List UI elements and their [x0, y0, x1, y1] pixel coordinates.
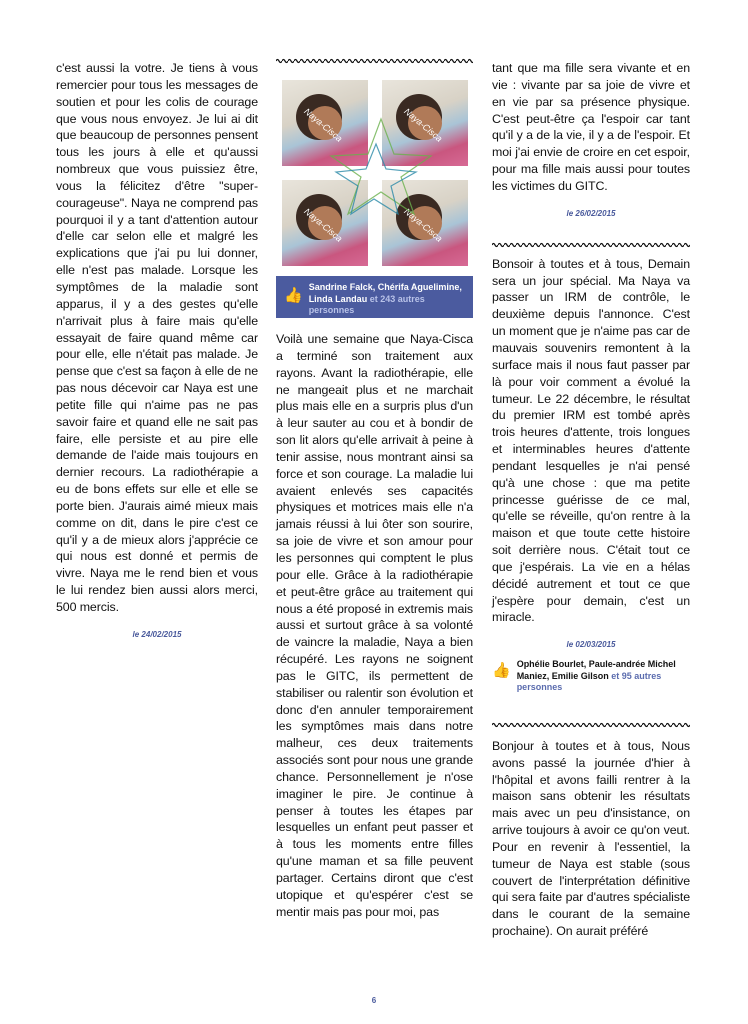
- likes-box: [276, 276, 473, 318]
- wavy-divider: [492, 242, 690, 248]
- column-2: [276, 58, 473, 921]
- article-text: c'est aussi la votre. Je tiens à vous remercier pour tous les messages de soutien et pour les colis de courage que vous nous envoyez. Je lui ai dit que beaucoup de personnes pensent tous les jours à elle et qu'aussi nombreux que vous puissiez être, vous la félicitez d'être "super-courageuse". Naya ne comprend pas pourquoi il y a tant d'attention autour d'elle car selon elle et malgré les explications que j'ai pu lui donner, elle n'est pas malade. Lorsque les symptômes de la maladie sont apparus, il y a des gestes qu'elle n'arrivait plus à faire mais qu'elle essayait de faire quand même car pour elle, elle n'était pas malade. Je pense que c'est sa façon à elle de ne pas nous décevoir car Naya est une petite fille qui n'aime pas ne pas savoir faire et quand elle ne sait pas faire, elle persiste et au pire elle demande de l'aide mais toujours en dernier recours. La radiothérapie a eu de bons effets sur elle et elle se porte bien. J'aurais aimé mieux mais comme on dit, dans le pire c'est ce qu'il y a de mieux alors j'apprécie ce qui nous est donné et permis de vivre. Naya me le rend bien et vous le lui rendez bien aussi alors merci, 500 mercis.: [56, 61, 258, 614]
- likes-box: [492, 659, 690, 694]
- thumbs-up-icon[interactable]: 👍: [284, 287, 303, 304]
- wavy-divider: [492, 722, 690, 728]
- star-doodle-icon: [326, 114, 436, 224]
- likes-text: Ophélie Bourlet, Paule-andrée Michel Maniez, Emilie Gilson et 95 autres personnes: [516, 659, 676, 693]
- post-date: le 02/03/2015: [566, 640, 616, 650]
- column-1: [56, 60, 258, 639]
- photo: Naya-Cisca: [282, 180, 368, 266]
- thumbs-up-icon[interactable]: 👍: [492, 662, 511, 680]
- page-number: 6: [371, 996, 377, 1005]
- photo: Naya-Cisca: [382, 80, 468, 166]
- likes-text: Sandrine Falck, Chérifa Aguelimine, Linda Landau et 243 autres personnes: [308, 282, 462, 315]
- post-date: le 26/02/2015: [566, 208, 616, 218]
- article-text: Bonjour à toutes et à tous, Nous avons passé la journée d'hier à l'hôpital et avons failli rentrer à la maison sans obtenir les résultats mais avec un peu d'insistance, on arrive toujours à avoir ce qu'on veut. Pour en revenir à l'essentiel, la tumeur de Naya est stable (sous couvert de l'interprétation définitive qui sera faite par d'autres spécialiste dans le courant de la semaine prochaine). On aurait préféré: [492, 738, 690, 939]
- photo: Naya-Cisca: [382, 180, 468, 266]
- photo: Naya-Cisca: [282, 80, 368, 166]
- article-text: tant que ma fille sera vivante et en vie : vivante par sa joie de vivre et en vie par sa présence physique. C'est peut-être ça l'espoir car tant qu'il y a de la vie, il y a de l'espoir. Et moi j'ai envie de croire en cet espoir, pour ma fille mais aussi pour toutes les victimes du GITC.: [492, 61, 690, 193]
- article-text: Bonsoir à toutes et à tous, Demain sera un jour spécial. Ma Naya va passer un IRM de contrôle, le deuxième depuis l'annonce. C'est un moment que je n'aime pas car de mauvais souvenirs remontent à la surface mais il nous faut passer par là pour voir comment a évolué la tumeur. Le 22 décembre, le résultat du premier IRM est tombé après trois heures d'attente, trois longues et interminables heures d'attente pendant lesquelles je n'ai pensé qu'à une chose : que ma petite princesse guérisse de ce mal, qu'elle se réveille, qu'on rentre à la maison et que toute cette histoire soit derrière nous. C'était tout ce que j'espérais. La vie en a hélas décidé autrement et tout ce que j'espère pour demain, c'est un miracle.: [492, 256, 690, 625]
- article-text: Voilà une semaine que Naya-Cisca a terminé son traitement aux rayons. Avant la radiothérapie, elle ne mangeait plus et ne marchait plus mais elle en a surpris plus d'un à leur sauter au cou et à bondir de son lit alors qu'elle arrivait à peine à tenir assise, nous montrant ainsi sa force et son courage. La maladie lui avaient enlevés ses capacités physiques et motrices mais elle n'a jamais réussi à lui ôter son sourire, sa joie de vivre et son amour pour les personnes qui comptent le plus pour elle. Grâce à la radiothérapie et peut-être grâce au traitement qui nous a été proposé in extremis mais aussi et surtout grâce à sa volonté de vaincre la maladie, Naya a bien récupéré. Les rayons ne soignent pas le GITC, ils permettent de stabiliser ou ralentir son évolution et donc d'en annuler temporairement les symptômes mais dans notre malheur, ces deux traitements associés sont pour nous une grande chance. Personnellement je n'ose imaginer le pire. Je continue à penser à toutes les étapes par lesquelles un enfant peut passer et à tous les moments entre filles qu'une maman et sa fille peuvent partager. Certains diront que c'est utopique et qu'espérer c'est se mentir mais pas pour moi, pas: [276, 332, 473, 919]
- column-3: [492, 60, 690, 940]
- post-date: le 24/02/2015: [132, 629, 182, 639]
- photo-collage: [276, 64, 473, 276]
